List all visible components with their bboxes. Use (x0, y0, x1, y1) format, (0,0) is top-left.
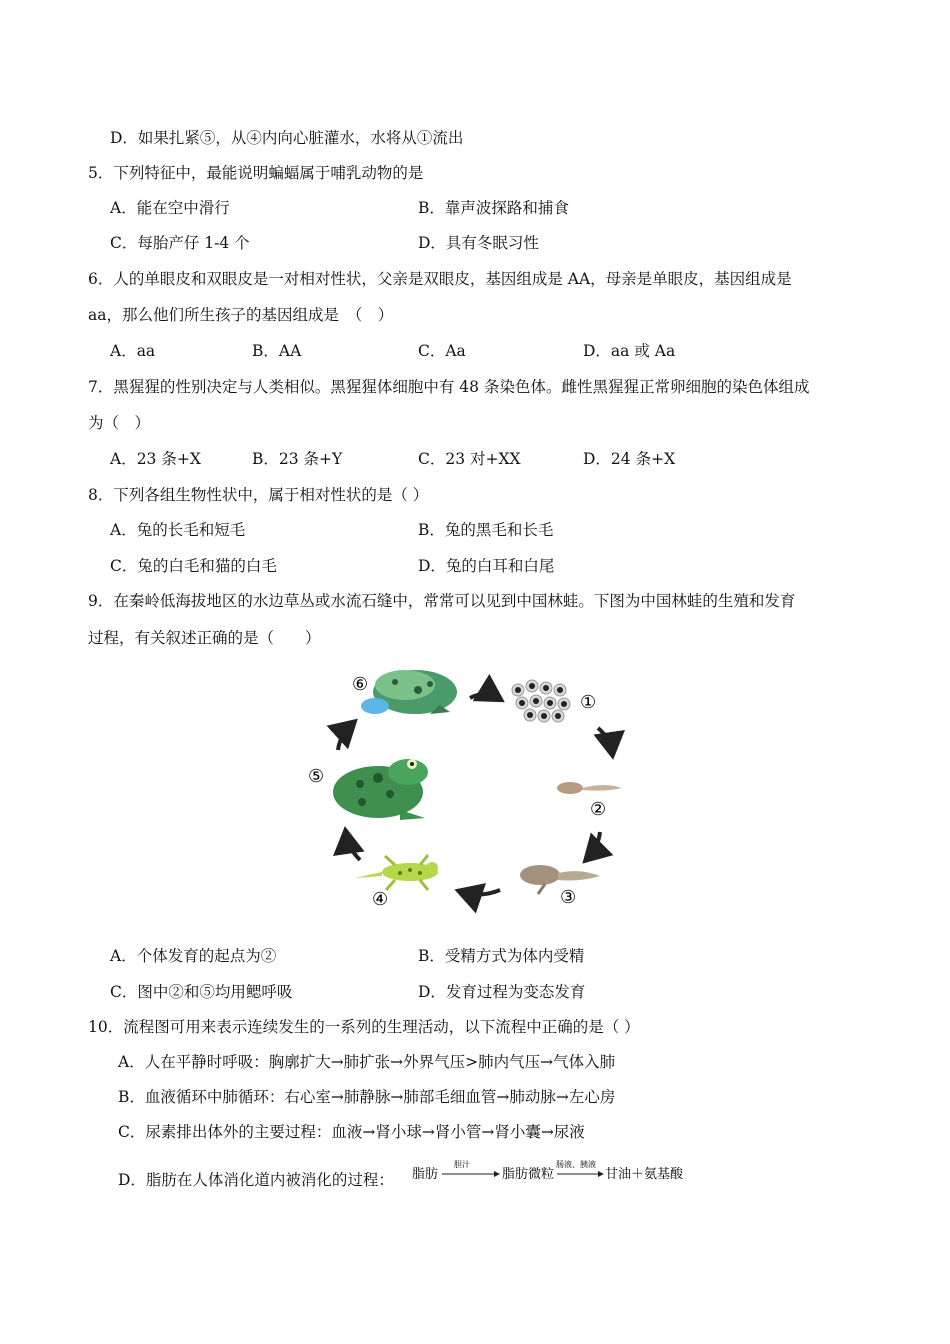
formula-arrow1-head (494, 1171, 500, 1177)
digestion-formula (412, 1158, 692, 1184)
q8-option-b: B．兔的黑毛和长毛 (418, 521, 554, 539)
formula-middle: 脂肪微粒 (502, 1167, 555, 1182)
q6-option-d: D．aa 或 Aa (583, 342, 676, 360)
formula-arrow2-label: 肠液、胰液 (556, 1160, 596, 1169)
q6-option-b: B．AA (252, 342, 302, 360)
arrow-3-to-4 (462, 890, 500, 895)
formula-start: 脂肪 (412, 1167, 439, 1182)
q10-option-b: B．血液循环中肺循环：右心室→肺静脉→肺部毛细血管→肺动脉→左心房 (118, 1088, 616, 1106)
q7-option-a: A．23 条+X (110, 450, 201, 468)
stage-5-adult-frog (333, 759, 428, 820)
arrow-4-to-5 (346, 834, 360, 860)
formula-arrow1-label: 胆汁 (454, 1160, 470, 1169)
q8-stem: 8．下列各组生物性状中，属于相对性状的是（ ） (88, 486, 429, 504)
diagram-label-4: ④ (372, 889, 389, 910)
q10-option-c: C．尿素排出体外的主要过程：血液→肾小球→肾小管→肾小囊→尿液 (118, 1123, 585, 1141)
arrow-1-to-2 (598, 728, 612, 752)
stage-4-froglet (355, 855, 438, 890)
q9-option-d: D．发育过程为变态发育 (418, 983, 586, 1001)
q5-stem: 5．下列特征中，最能说明蝙蝠属于哺乳动物的是 (88, 164, 424, 182)
q5-option-b: B．靠声波探路和捕食 (418, 199, 569, 217)
q10-option-a: A．人在平静时呼吸：胸廓扩大→肺扩张→外界气压>肺内气压→气体入肺 (118, 1053, 616, 1071)
q4-option-d: D．如果扎紧⑤，从④内向心脏灌水，水将从①流出 (110, 129, 464, 147)
stage-6-mating-frogs (361, 670, 457, 714)
q9-stem-line1: 9．在秦岭低海拔地区的水边草丛或水流石缝中，常常可以见到中国林蛙。下图为中国林蛙的生殖和发育 (88, 592, 796, 610)
q7-option-c: C．23 对+XX (418, 450, 521, 468)
q7-option-b: B．23 条+Y (252, 450, 343, 468)
q7-stem-line1: 7．黑猩猩的性别决定与人类相似。黑猩猩体细胞中有 48 条染色体。雌性黑猩猩正常卵细胞的染色体组成 (88, 378, 810, 396)
q8-option-c: C．兔的白毛和猫的白毛 (110, 557, 277, 575)
frog-life-cycle-diagram (300, 660, 650, 920)
formula-arrow2-head (598, 1171, 604, 1177)
q9-stem-line2: 过程，有关叙述正确的是（ ） (88, 629, 321, 647)
q6-stem-line2: aa，那么他们所生孩子的基因组成是 （ ） (88, 306, 394, 324)
formula-end: 甘油＋氨基酸 (605, 1167, 684, 1182)
q8-option-d: D．兔的白耳和白尾 (418, 557, 555, 575)
q8-option-a: A．兔的长毛和短毛 (110, 521, 246, 539)
diagram-label-5: ⑤ (308, 766, 325, 787)
q9-option-a: A．个体发育的起点为② (110, 947, 277, 965)
q7-stem-line2: 为（ ） (88, 414, 151, 432)
q9-option-b: B．受精方式为体内受精 (418, 947, 585, 965)
q7-option-d: D．24 条+X (583, 450, 676, 468)
diagram-label-3: ③ (560, 887, 577, 908)
q5-option-c: C．每胎产仔 1-4 个 (110, 234, 250, 252)
diagram-label-1: ① (580, 692, 597, 713)
q6-stem-line1: 6．人的单眼皮和双眼皮是一对相对性状，父亲是双眼皮，基因组成是 AA，母亲是单眼皮，基因组成是 (88, 270, 792, 288)
arrow-6-to-1 (470, 694, 498, 698)
q5-option-d: D．具有冬眠习性 (418, 234, 539, 252)
q9-option-c: C．图中②和⑤均用鳃呼吸 (110, 983, 293, 1001)
stage-1-eggs (512, 680, 570, 722)
diagram-label-2: ② (590, 799, 607, 820)
arrow-2-to-3 (588, 832, 600, 858)
q5-option-a: A．能在空中滑行 (110, 199, 230, 217)
q10-stem: 10．流程图可用来表示连续发生的一系列的生理活动，以下流程中正确的是（ ） (88, 1018, 640, 1036)
q6-option-c: C．Aa (418, 342, 466, 360)
arrow-5-to-6 (338, 724, 352, 750)
diagram-label-6: ⑥ (352, 674, 369, 695)
stage-2-tadpole (557, 782, 622, 794)
q6-option-a: A．aa (110, 342, 156, 360)
q10-option-d: D．脂肪在人体消化道内被消化的过程： (118, 1171, 394, 1189)
